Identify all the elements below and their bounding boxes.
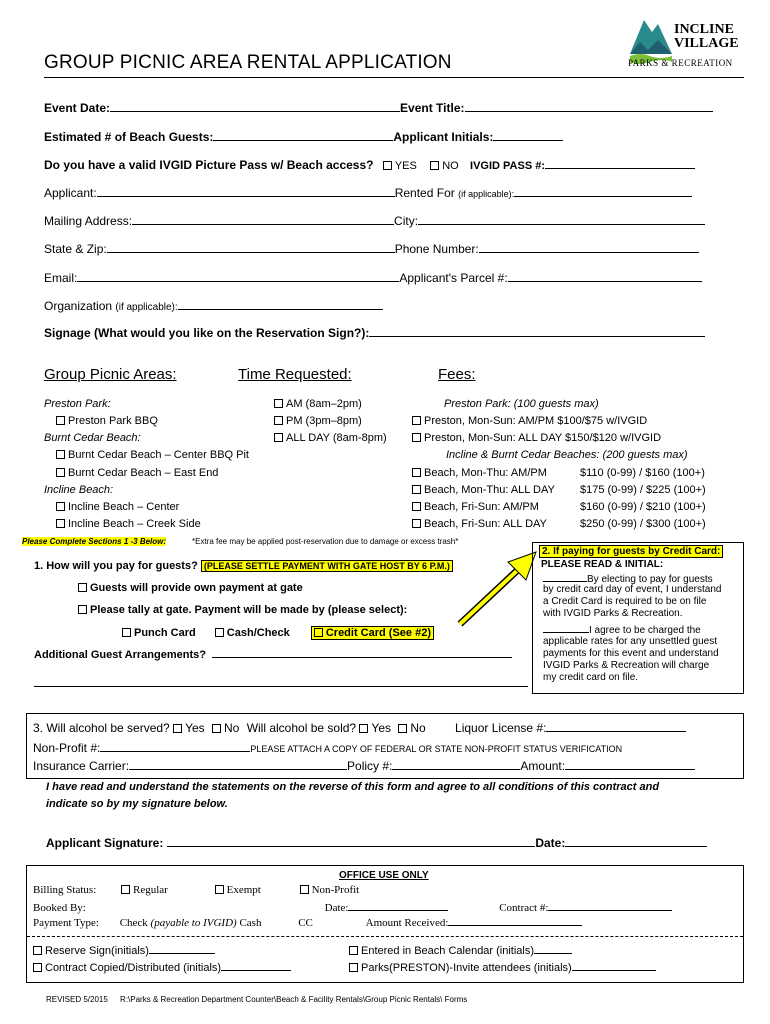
phone-label: Phone Number: bbox=[394, 242, 479, 256]
picture-pass-row bbox=[44, 157, 695, 172]
nonprofit-checkbox[interactable] bbox=[300, 885, 309, 894]
section2-initial-1[interactable] bbox=[543, 572, 587, 582]
sold-yes-checkbox[interactable] bbox=[359, 724, 368, 733]
state-zip-field[interactable] bbox=[107, 241, 395, 253]
city-field[interactable] bbox=[418, 213, 705, 225]
office-nonprofit-label: Non-Profit bbox=[311, 884, 360, 896]
fees-beach-heading: Incline & Burnt Cedar Beaches: (200 guests max) bbox=[446, 449, 688, 461]
pass-no-checkbox[interactable] bbox=[430, 161, 439, 170]
event-date-label: Event Date: bbox=[44, 101, 111, 115]
billing-label: Billing Status: bbox=[33, 884, 97, 896]
section2-l3: a Credit Card is required to be on file bbox=[543, 596, 707, 607]
reserve-sign-field[interactable] bbox=[149, 942, 215, 954]
mailing-address-field[interactable] bbox=[132, 213, 394, 225]
organization-label: Organization bbox=[44, 299, 113, 313]
incline-beach-label: Incline Beach: bbox=[44, 484, 114, 496]
office-divider bbox=[27, 936, 743, 937]
insurance-field[interactable] bbox=[129, 758, 347, 770]
time-pm-option[interactable] bbox=[274, 415, 362, 427]
logo-text-incline: INCLINE bbox=[674, 22, 734, 37]
ivgid-pass-label: IVGID PASS #: bbox=[470, 160, 546, 172]
beach-guests-label: Estimated # of Beach Guests: bbox=[44, 130, 214, 144]
exempt-label: Exempt bbox=[226, 884, 261, 896]
signature-row bbox=[46, 835, 707, 850]
reserve-sign-row bbox=[33, 942, 215, 957]
liquor-license-label: Liquor License #: bbox=[455, 721, 547, 735]
section2-l4: with IVGID Parks & Recreation. bbox=[543, 608, 683, 619]
section2-title: 2. If paying for guests by Credit Card: bbox=[539, 545, 723, 558]
guests-row bbox=[44, 129, 563, 144]
nonprofit-label: Non-Profit #: bbox=[33, 741, 101, 755]
liquor-license-field[interactable] bbox=[546, 720, 686, 732]
areas-heading: Group Picnic Areas: bbox=[44, 366, 177, 383]
ib-creek-option[interactable] bbox=[56, 518, 201, 530]
section2-l7: payments for this event and understand bbox=[543, 648, 719, 659]
fees-heading: Fees: bbox=[438, 366, 476, 383]
time-am-label: AM (8am–2pm) bbox=[286, 398, 362, 410]
policy-label: Policy #: bbox=[347, 759, 393, 773]
section2-l6: applicable rates for any unsettled guest bbox=[543, 636, 717, 647]
alcohol-sold-label: Will alcohol be sold? bbox=[246, 721, 357, 735]
additional-field[interactable] bbox=[212, 646, 512, 658]
sold-yes-label: Yes bbox=[371, 721, 391, 735]
fee-b1-label: Beach, Mon-Thu: AM/PM bbox=[424, 467, 547, 479]
ib-creek-checkbox[interactable] bbox=[56, 519, 65, 528]
office-date-field[interactable] bbox=[348, 899, 448, 911]
time-am-checkbox[interactable] bbox=[274, 399, 283, 408]
contract-copied-row bbox=[33, 959, 291, 974]
fee-b2-price: $175 (0-99) / $225 (100+) bbox=[580, 484, 706, 496]
ib-creek-label: Incline Beach – Creek Side bbox=[68, 518, 201, 530]
own-payment-option[interactable] bbox=[78, 582, 303, 594]
entered-calendar-row bbox=[349, 942, 572, 957]
organization-row bbox=[44, 298, 383, 313]
fee-b2-label: Beach, Mon-Thu: ALL DAY bbox=[424, 484, 555, 496]
time-allday-checkbox[interactable] bbox=[274, 433, 283, 442]
alcohol-served-label: 3. Will alcohol be served? bbox=[33, 721, 170, 735]
payable-label: (payable to IVGID) bbox=[150, 917, 237, 929]
mailing-row bbox=[44, 213, 705, 228]
additional-field-line2[interactable] bbox=[34, 686, 528, 687]
organization-applicable: (if applicable): bbox=[115, 302, 178, 313]
signature-field[interactable] bbox=[167, 835, 535, 847]
punch-card-label: Punch Card bbox=[134, 627, 196, 639]
signature-date-label: Date: bbox=[535, 836, 566, 850]
arrow-icon bbox=[440, 548, 540, 632]
event-title-label: Event Title: bbox=[400, 101, 465, 115]
preston-bbq-checkbox[interactable] bbox=[56, 416, 65, 425]
policy-field[interactable] bbox=[392, 758, 520, 770]
signage-label: Signage (What would you like on the Reservation Sign?): bbox=[44, 326, 370, 340]
section1-question: 1. How will you pay for guests? bbox=[34, 560, 198, 572]
signature-label: Applicant Signature: bbox=[46, 836, 164, 850]
fee-b4-label: Beach, Fri-Sun: ALL DAY bbox=[424, 518, 547, 530]
exempt-checkbox[interactable] bbox=[215, 885, 224, 894]
regular-checkbox[interactable] bbox=[121, 885, 130, 894]
fee-b1-price: $110 (0-99) / $160 (100+) bbox=[580, 467, 705, 479]
ivgid-pass-field[interactable] bbox=[545, 157, 695, 169]
fee-b1-option[interactable] bbox=[412, 467, 547, 479]
tally-label: Please tally at gate. Payment will be made by (please select): bbox=[90, 604, 408, 616]
fee-p2-label: Preston, Mon-Sun: ALL DAY $150/$120 w/IVGID bbox=[424, 432, 662, 444]
cash-check-label: Cash/Check bbox=[226, 627, 290, 639]
signage-row bbox=[44, 325, 705, 340]
reserve-sign-checkbox[interactable] bbox=[33, 946, 42, 955]
preston-bbq-option[interactable] bbox=[56, 415, 158, 427]
time-pm-label: PM (3pm–8pm) bbox=[286, 415, 362, 427]
time-allday-label: ALL DAY (8am-8pm) bbox=[286, 432, 387, 444]
extra-fee-note: *Extra fee may be applied post-reservation due to damage or excess trash* bbox=[192, 537, 459, 546]
fee-p2-checkbox[interactable] bbox=[412, 433, 421, 442]
contract-field[interactable] bbox=[548, 899, 672, 911]
section2-l8: IVGID Parks & Recreation will charge bbox=[543, 660, 710, 671]
time-allday-option[interactable] bbox=[274, 432, 387, 444]
signage-field[interactable] bbox=[369, 325, 705, 337]
section1-question-row bbox=[34, 560, 453, 572]
booked-by-label: Booked By: bbox=[33, 902, 86, 914]
insurance-row bbox=[33, 758, 695, 773]
title-rule bbox=[44, 77, 744, 78]
email-label: Email: bbox=[44, 271, 78, 285]
cash-check-checkbox[interactable] bbox=[215, 628, 224, 637]
office-title: OFFICE USE ONLY bbox=[339, 870, 429, 881]
additional-row bbox=[34, 646, 512, 661]
contract-label: Contract #: bbox=[499, 902, 549, 914]
office-date-label: Date: bbox=[324, 902, 349, 914]
billing-row bbox=[33, 884, 359, 896]
time-am-option[interactable] bbox=[274, 398, 362, 410]
fee-b4-price: $250 (0-99) / $300 (100+) bbox=[580, 518, 706, 530]
entered-calendar-field[interactable] bbox=[534, 942, 572, 954]
applicant-initials-field[interactable] bbox=[493, 129, 563, 141]
fee-b3-checkbox[interactable] bbox=[412, 502, 421, 511]
bc-center-option[interactable] bbox=[56, 449, 249, 461]
time-heading: Time Requested: bbox=[238, 366, 352, 383]
pass-yes-checkbox[interactable] bbox=[383, 161, 392, 170]
bc-east-checkbox[interactable] bbox=[56, 468, 65, 477]
complete-sections-note: Please Complete Sections 1 -3 Below: bbox=[22, 537, 167, 546]
logo-text-village: VILLAGE bbox=[674, 36, 739, 51]
credit-card-checkbox[interactable] bbox=[314, 628, 323, 637]
section2-initial-2[interactable] bbox=[543, 623, 589, 633]
booked-row bbox=[33, 899, 672, 914]
fee-b3-option[interactable] bbox=[412, 501, 539, 513]
check-label: Check bbox=[119, 917, 148, 929]
event-date-row bbox=[44, 100, 713, 115]
punch-card-checkbox[interactable] bbox=[122, 628, 131, 637]
fee-p2-option[interactable] bbox=[412, 432, 661, 444]
applicant-field[interactable] bbox=[97, 185, 395, 197]
served-yes-label: Yes bbox=[185, 721, 205, 735]
contract-copied-field[interactable] bbox=[221, 959, 291, 971]
nonprofit-field[interactable] bbox=[100, 740, 250, 752]
ib-center-option[interactable] bbox=[56, 501, 179, 513]
event-title-field[interactable] bbox=[465, 100, 713, 112]
fee-b3-label: Beach, Fri-Sun: AM/PM bbox=[424, 501, 539, 513]
phone-field[interactable] bbox=[479, 241, 699, 253]
city-label: City: bbox=[394, 214, 419, 228]
rented-for-applicable: (if applicable): bbox=[458, 189, 515, 199]
agreement-line2: indicate so by my signature below. bbox=[46, 798, 228, 810]
signature-date-field[interactable] bbox=[565, 835, 707, 847]
state-row bbox=[44, 241, 699, 256]
contract-copied-checkbox[interactable] bbox=[33, 963, 42, 972]
own-payment-label: Guests will provide own payment at gate bbox=[90, 582, 303, 594]
ib-center-label: Incline Beach – Center bbox=[68, 501, 180, 513]
fee-b3-price: $160 (0-99) / $210 (100+) bbox=[580, 501, 706, 513]
section3-box bbox=[26, 713, 744, 779]
fee-b4-option[interactable] bbox=[412, 518, 547, 530]
email-row bbox=[44, 270, 702, 285]
email-field[interactable] bbox=[77, 270, 399, 282]
event-date-field[interactable] bbox=[110, 100, 400, 112]
office-use-box bbox=[26, 865, 744, 983]
nonprofit-row bbox=[33, 740, 622, 755]
fee-p1-option[interactable] bbox=[412, 415, 647, 427]
section2-l2: by credit card day of event, I understand bbox=[543, 584, 722, 595]
served-yes-checkbox[interactable] bbox=[173, 724, 182, 733]
reserve-sign-label: Reserve Sign(initials) bbox=[45, 945, 149, 957]
preston-bbq-label: Preston Park BBQ bbox=[68, 415, 158, 427]
fee-p1-label: Preston, Mon-Sun: AM/PM $100/$75 w/IVGID bbox=[424, 415, 648, 427]
parks-preston-field[interactable] bbox=[572, 959, 656, 971]
section2-l5: I agree to be charged the bbox=[589, 625, 701, 636]
section2-l1: By electing to pay for guests bbox=[587, 574, 713, 585]
sold-no-checkbox[interactable] bbox=[398, 724, 407, 733]
pass-yes-label: YES bbox=[394, 160, 417, 172]
bc-east-option[interactable] bbox=[56, 467, 218, 479]
picture-pass-question: Do you have a valid IVGID Picture Pass w/ Beach access? bbox=[44, 158, 374, 172]
fee-p1-checkbox[interactable] bbox=[412, 416, 421, 425]
fee-b2-option[interactable] bbox=[412, 484, 555, 496]
served-no-checkbox[interactable] bbox=[212, 724, 221, 733]
beach-guests-field[interactable] bbox=[213, 129, 393, 141]
bc-center-checkbox[interactable] bbox=[56, 450, 65, 459]
agreement-line1: I have read and understand the statements on the reverse of this form and agree to all conditions of this contract and bbox=[46, 781, 660, 793]
time-pm-checkbox[interactable] bbox=[274, 416, 283, 425]
footer-row bbox=[46, 995, 467, 1004]
amount-label: Amount: bbox=[520, 759, 566, 773]
state-zip-label: State & Zip: bbox=[44, 242, 107, 256]
applicant-row bbox=[44, 185, 692, 200]
tally-checkbox[interactable] bbox=[78, 605, 87, 614]
burnt-cedar-label: Burnt Cedar Beach: bbox=[44, 432, 141, 444]
fee-b2-checkbox[interactable] bbox=[412, 485, 421, 494]
parks-preston-row bbox=[349, 959, 656, 974]
section2-l5-row bbox=[543, 623, 701, 636]
page-title: GROUP PICNIC AREA RENTAL APPLICATION bbox=[44, 52, 452, 73]
fee-b4-checkbox[interactable] bbox=[412, 519, 421, 528]
bc-center-label: Burnt Cedar Beach – Center BBQ Pit bbox=[68, 449, 249, 461]
bc-east-label: Burnt Cedar Beach – East End bbox=[68, 467, 219, 479]
payment-type-row bbox=[33, 914, 582, 929]
fee-b1-checkbox[interactable] bbox=[412, 468, 421, 477]
file-path-label: R:\Parks & Recreation Department Counter\Beach & Facility Rentals\Group Picnic Rentals\ Forms bbox=[120, 995, 468, 1004]
ib-center-checkbox[interactable] bbox=[56, 502, 65, 511]
served-no-label: No bbox=[224, 721, 240, 735]
sold-no-label: No bbox=[410, 721, 426, 735]
credit-card-option[interactable] bbox=[311, 626, 434, 640]
payment-type-label: Payment Type: bbox=[33, 917, 99, 929]
section2-read: PLEASE READ & INITIAL: bbox=[541, 559, 664, 570]
attach-note: PLEASE ATTACH A COPY OF FEDERAL OR STATE NON-PROFIT STATUS VERIFICATION bbox=[250, 744, 623, 754]
pass-no-label: NO bbox=[442, 160, 459, 172]
entered-calendar-label: Entered in Beach Calendar (initials) bbox=[361, 945, 535, 957]
amount-received-field[interactable] bbox=[448, 914, 582, 926]
insurance-label: Insurance Carrier: bbox=[33, 759, 130, 773]
parcel-label: Applicant's Parcel #: bbox=[399, 271, 508, 285]
parks-preston-checkbox[interactable] bbox=[349, 963, 358, 972]
credit-card-box bbox=[532, 542, 744, 694]
credit-card-label: Credit Card (See #2) bbox=[325, 627, 431, 639]
tally-option[interactable] bbox=[78, 604, 407, 616]
amount-received-label: Amount Received: bbox=[365, 917, 449, 929]
section2-l9: my credit card on file. bbox=[543, 672, 639, 683]
rented-for-field[interactable] bbox=[514, 185, 692, 197]
fees-preston-heading: Preston Park: (100 guests max) bbox=[444, 398, 599, 410]
payment-methods-row bbox=[122, 627, 434, 639]
own-payment-checkbox[interactable] bbox=[78, 583, 87, 592]
revised-label: REVISED 5/2015 bbox=[46, 995, 108, 1004]
settle-payment-note: (PLEASE SETTLE PAYMENT WITH GATE HOST BY 6 P.M.) bbox=[201, 560, 453, 572]
incline-village-logo bbox=[628, 14, 740, 70]
cc-label: CC bbox=[298, 917, 313, 929]
applicant-label: Applicant: bbox=[44, 186, 97, 200]
additional-label: Additional Guest Arrangements? bbox=[34, 649, 206, 661]
applicant-initials-label: Applicant Initials: bbox=[393, 130, 494, 144]
logo-text-parks: PARKS & RECREATION bbox=[628, 58, 733, 68]
alcohol-row bbox=[33, 720, 686, 735]
rented-for-label: Rented For bbox=[394, 186, 455, 200]
mailing-address-label: Mailing Address: bbox=[44, 214, 133, 228]
parcel-field[interactable] bbox=[508, 270, 702, 282]
office-cash-label: Cash bbox=[239, 917, 262, 929]
entered-calendar-checkbox[interactable] bbox=[349, 946, 358, 955]
preston-park-label: Preston Park: bbox=[44, 398, 111, 410]
organization-field[interactable] bbox=[178, 298, 383, 310]
contract-copied-label: Contract Copied/Distributed (initials) bbox=[45, 962, 222, 974]
regular-label: Regular bbox=[133, 884, 168, 896]
amount-field[interactable] bbox=[565, 758, 695, 770]
parks-preston-label: Parks(PRESTON)-Invite attendees (initials) bbox=[361, 962, 572, 974]
